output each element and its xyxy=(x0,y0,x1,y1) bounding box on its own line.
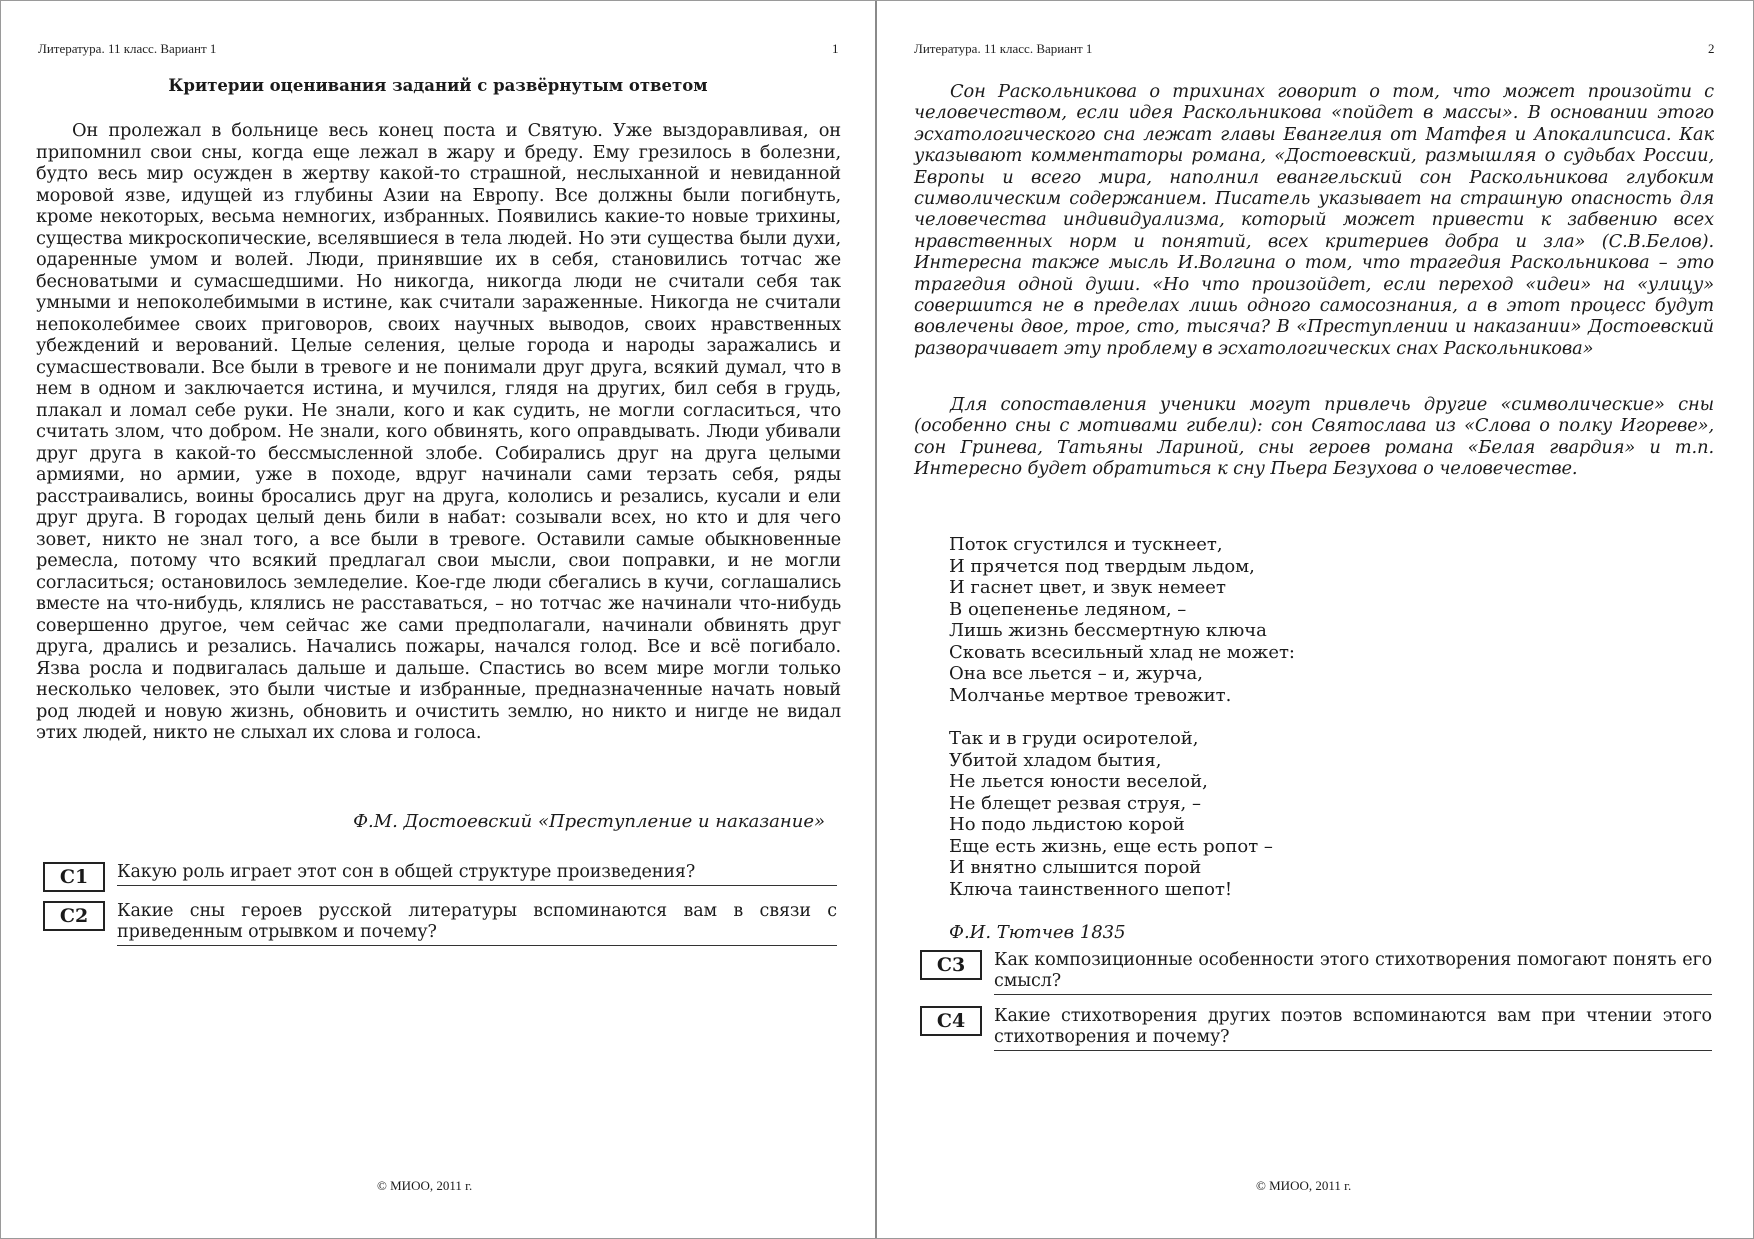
poem-line: Поток сгустился и тускнеет, xyxy=(949,534,1223,555)
poem-line: И гаснет цвет, и звук немеет xyxy=(949,577,1226,598)
poem-line: И прячется под твердым льдом, xyxy=(949,555,1255,577)
task-c1 xyxy=(43,862,837,892)
poem-line: Молчанье мертвое тревожит. xyxy=(949,684,1232,706)
task-question: Как композиционные особенности этого стихотворения помогают понять его смысл? xyxy=(994,950,1712,995)
page-number: 2 xyxy=(1708,41,1715,56)
page-2 xyxy=(879,1,1753,1238)
commentary-paragraph-1: Сон Раскольникова о трихинах говорит о том, что может произойти с человечеством, если идея Раскольникова «пойдет в массы». В основании этого эсхатологического сна лежат главы Евангелия от Матфея и Апокалипсиса. Как указывают комментаторы романа, «Достоевский, размышляя о судьбах России, Европы и всего мира, наполнил евангельский сон Раскольникова глубоким символическим содержанием. Писатель указывает на страшную опасность для человечества индивидуализма, который может привести к забвению всех нравственных норм и понятий, всех критериев добра и зла» (С.В.Белов). Интересна также мысль И.Волгина о том, что трагедия Раскольникова – это трагедия одной души. «Но что произойдет, если переход «идеи» на «улицу» совершится не в пределах лишь одного самосознания, а в этот процесс будут вовлечены двое, трое, сто, тысяча? В «Преступлении и наказании» Достоевский разворачивает эту проблему в эсхатологических снах Раскольникова» xyxy=(914,81,1714,359)
task-c4 xyxy=(920,1006,1712,1051)
poem-line: В оцепененье ледяном, – xyxy=(949,598,1187,620)
commentary-paragraph-2: Для сопоставления ученики могут привлечь другие «символические» сны (особенно сны с мотивами гибели): сон Святослава из «Слова о полку Игореве», сон Гринева, Татьяны Лариной, сны героев романа «Белая гвардия» и т.п. Интересно будет обратиться к сну Пьера Безухова о человечестве. xyxy=(914,394,1714,480)
task-question: Какие стихотворения других поэтов вспоминаются вам при чтении этого стихотворения и почему? xyxy=(994,1006,1712,1051)
page-footer: © МИОО, 2011 г. xyxy=(1256,1178,1352,1193)
poem-line: Не блещет резвая струя, – xyxy=(949,792,1201,814)
page-footer: © МИОО, 2011 г. xyxy=(377,1178,473,1193)
poem-attribution: Ф.И. Тютчев 1835 xyxy=(949,922,1126,943)
excerpt-text: Он пролежал в больнице весь конец поста и Святую. Уже выздоравливая, он припомнил свои сны, когда еще лежал в жару и бреду. Ему грезилось в болезни, будто весь мир осужден в жертву какой-то страшной, неслыханной и невиданной моровой язве, идущей из глубины Азии на Европу. Все должны были погибнуть, кроме некоторых, весьма немногих, избранных. Появились какие-то новые трихины, существа микроскопические, вселявшиеся в тела людей. Но эти существа были духи, одаренные умом и волей. Люди, принявшие их в себя, становились тотчас же бесноватыми и сумасшедшими. Но никогда, никогда люди не считали себя так умными и непоколебимыми в истине, как считали зараженные. Никогда не считали непоколебимее своих приговоров, своих научных выводов, своих нравственных убеждений и верований. Целые селения, целые города и народы заражались и сумасшествовали. Все были в тревоге и не понимали друг друга, всякий думал, что в нем в одном и заключается истина, и мучился, глядя на других, бил себя в грудь, плакал и ломал себе руки. Не знали, кого и как судить, не могли согласиться, что считать злом, что добром. Не знали, кого обвинять, кого оправдывать. Люди убивали друг друга в какой-то бессмысленной злобе. Собирались друг на друга целыми армиями, но армии, уже в походе, вдруг начинали сами терзать себя, ряды расстраивались, воины бросались друг на друга, кололись и резались, кусали и ели друг друга. В городах целый день били в набат: созывали всех, но кто и для чего зовет, никто не знал того, а все были в тревоге. Оставили самые обыкновенные ремесла, потому что всякий предлагал свои мысли, свои поправки, и не могли согласиться; остановилось земледелие. Кое-где люди сбегались в кучи, соглашались вместе на что-нибудь, клялись не расставаться, – но тотчас же начинали что-нибудь совершенно другое, чем сейчас же сами предполагали, начинали обвинять друг друга, дрались и резались. Начались пожары, начался голод. Все и всё погибало. Язва росла и подвигалась дальше и дальше. Спастись во всем мире могли только несколько человек, это были чистые и избранные, предназначенные начать новый род людей и новую жизнь, обновить и очистить землю, но никто и нигде не видал этих людей, никто не слыхал их слова и голоса. xyxy=(36,120,841,743)
section-title: Критерии оценивания заданий с развёрнутым ответом xyxy=(168,76,708,95)
poem-line: И внятно слышится порой xyxy=(949,857,1202,878)
page-number: 1 xyxy=(832,41,839,56)
poem-line: Она все льется – и, журча, xyxy=(949,663,1203,684)
poem-line: Не льется юности веселой, xyxy=(949,771,1208,792)
poem-stanza-1 xyxy=(949,534,1295,706)
poem-line: Но подо льдистою корой xyxy=(949,814,1185,835)
running-header: Литература. 11 класс. Вариант 1 xyxy=(914,41,1093,56)
task-question: Какую роль играет этот сон в общей структуре произведения? xyxy=(117,862,837,886)
task-c3 xyxy=(920,950,1712,995)
poem-line: Так и в груди осиротелой, xyxy=(949,728,1199,749)
poem-line: Убитой хладом бытия, xyxy=(949,749,1162,771)
task-code-badge: С3 xyxy=(920,950,982,980)
poem-line: Еще есть жизнь, еще есть ропот – xyxy=(949,835,1273,857)
poem-line: Ключа таинственного шепот! xyxy=(949,878,1233,900)
task-code-badge: С1 xyxy=(43,862,105,892)
task-question: Какие сны героев русской литературы вспоминаются вам в связи с приведенным отрывком и почему? xyxy=(117,901,837,946)
task-c2 xyxy=(43,901,837,946)
page-1 xyxy=(1,1,877,1238)
excerpt-attribution: Ф.М. Достоевский «Преступление и наказание» xyxy=(353,811,825,832)
task-code-badge: С2 xyxy=(43,901,105,931)
task-code-badge: С4 xyxy=(920,1006,982,1036)
running-header: Литература. 11 класс. Вариант 1 xyxy=(38,41,217,56)
poem-stanza-2 xyxy=(949,728,1273,900)
poem-line: Лишь жизнь бессмертную ключа xyxy=(949,620,1267,641)
poem-line: Сковать всесильный хлад не может: xyxy=(949,641,1295,663)
